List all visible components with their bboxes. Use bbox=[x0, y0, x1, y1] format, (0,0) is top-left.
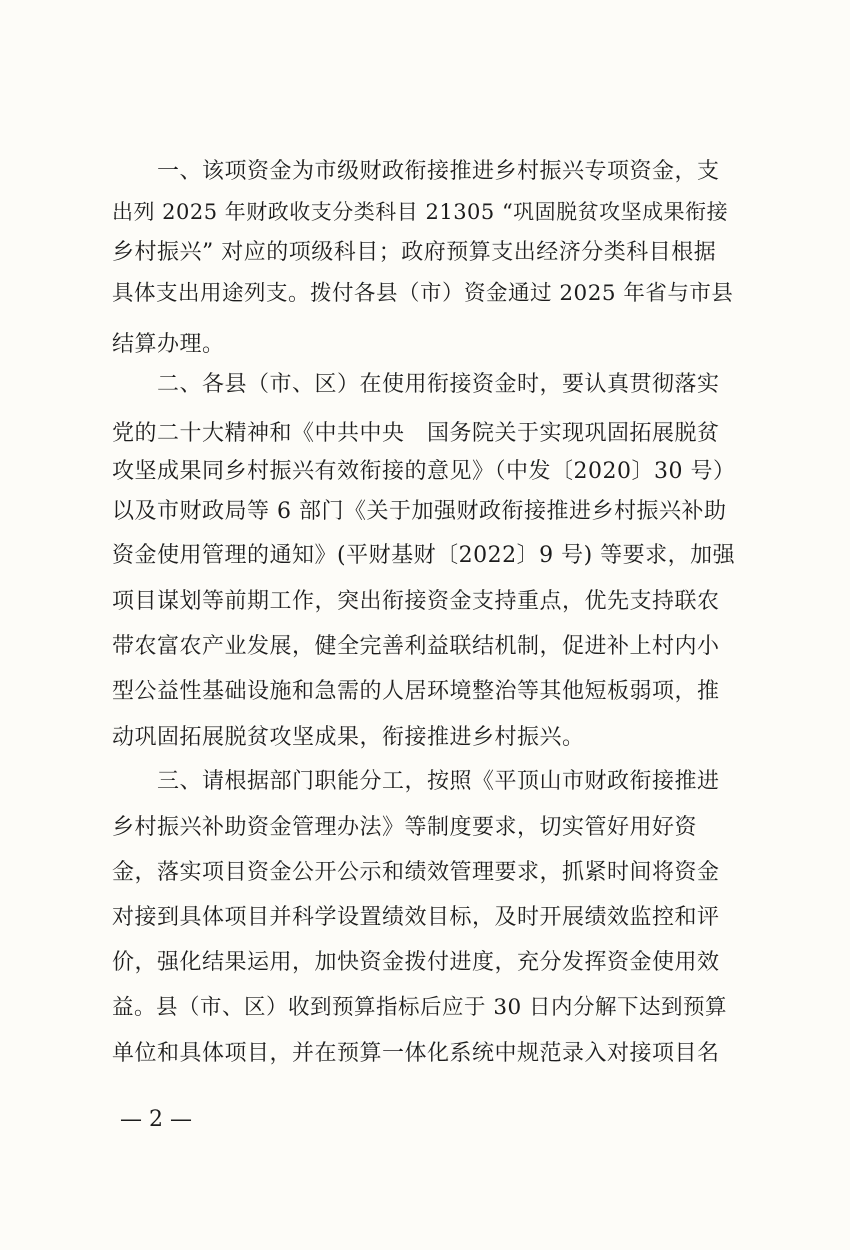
text-line: 益。县（市、区）收到预算指标后应于 30 日内分解下达到预算 bbox=[112, 995, 728, 1020]
text-line: 金，落实项目资金公开公示和绩效管理要求，抓紧时间将资金 bbox=[112, 860, 720, 885]
text-line: 三、请根据部门职能分工，按照《平顶山市财政衔接推进 bbox=[157, 769, 720, 794]
text-line: 乡村振兴” 对应的项级科目；政府预算支出经济分类科目根据 bbox=[112, 240, 717, 265]
text-line: 项目谋划等前期工作，突出衔接资金支持重点，优先支持联农 bbox=[112, 589, 720, 614]
text-line: 资金使用管理的通知》(平财基财〔2022〕9 号) 等要求，加强 bbox=[112, 543, 736, 568]
text-line: 单位和具体项目，并在预算一体化系统中规范录入对接项目名 bbox=[112, 1041, 720, 1066]
page-number: — 2 — bbox=[120, 1107, 192, 1132]
text-line: 党的二十大精神和《中共中央 国务院关于实现巩固拓展脱贫 bbox=[112, 421, 720, 446]
text-line: 对接到具体项目并科学设置绩效目标，及时开展绩效监控和评 bbox=[112, 905, 720, 930]
text-line: 具体支出用途列支。拨付各县（市）资金通过 2025 年省与市县 bbox=[112, 281, 734, 306]
text-line: 攻坚成果同乡村振兴有效衔接的意见》（中发〔2020〕30 号） bbox=[112, 459, 736, 484]
text-line: 价，强化结果运用，加快资金拨付进度，充分发挥资金使用效 bbox=[112, 950, 720, 975]
text-line: 以及市财政局等 6 部门《关于加强财政衔接推进乡村振兴补助 bbox=[112, 499, 727, 524]
text-line: 乡村振兴补助资金管理办法》等制度要求，切实管好用好资 bbox=[112, 815, 698, 840]
text-line: 结算办理。 bbox=[112, 332, 225, 357]
text-line: 一、该项资金为市级财政衔接推进乡村振兴专项资金，支 bbox=[157, 159, 720, 184]
text-line: 动巩固拓展脱贫攻坚成果，衔接推进乡村振兴。 bbox=[112, 725, 585, 750]
text-line: 带农富农产业发展，健全完善利益联结机制，促进补上村内小 bbox=[112, 634, 720, 659]
text-line: 出列 2025 年财政收支分类科目 21305 “巩固脱贫攻坚成果衔接 bbox=[112, 200, 729, 224]
text-line: 二、各县（市、区）在使用衔接资金时，要认真贯彻落实 bbox=[157, 372, 720, 397]
text-line: 型公益性基础设施和急需的人居环境整治等其他短板弱项，推 bbox=[112, 679, 720, 704]
